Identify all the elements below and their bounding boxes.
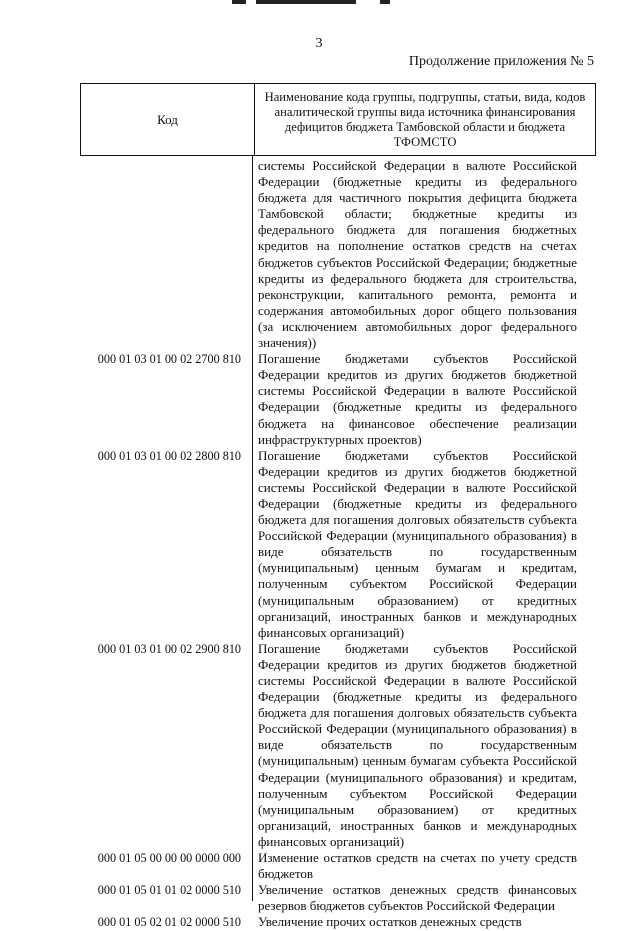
row-name: Погашение бюджетами субъектов Российской Федерации кредитов из других бюджетов бюджетной системы Российской Федерации в валюте Российской Федерации (бюджетные кредиты из федерального бюджета на финансовое обеспечение реализации инфраструктурных проектов) (258, 351, 577, 447)
row-name: Погашение бюджетами субъектов Российской Федерации кредитов из других бюджетов бюджетной системы Российской Федерации в валюте Российской Федерации (бюджетные кредиты из федерального бюджета для погашения долговых обязательств субъекта Российской Федерации (муниципального образования) в виде обязательств по государственным (муниципальным) ценным бумагам субъекта Российской Федерации (муниципального образования) и кредитам, полученным субъектом Российской Федерации (муниципальным образованием) от кредитных организаций, иностранных банков и международных финансовых организаций) (258, 640, 577, 849)
table-row (0, 351, 638, 448)
row-name: системы Российской Федерации в валюте Российской Федерации (бюджетные кредиты из федерального бюджета для частичного покрытия дефицита бюджета Тамбовской области; бюджетные кредиты из федерального бюджета для погашения бюджетных кредитов на пополнение остатков средств на счетах бюджетов субъектов Российской Федерации; бюджетные кредиты из федерального бюджета для строительства, реконструкции, капитального ремонта, ремонта и содержания автомобильных дорог общего пользования (за исключением автомобильных дорог федерального значения)) (258, 158, 577, 351)
row-code: 000 01 05 01 01 02 0000 510 (97, 883, 241, 898)
row-name: Погашение бюджетами субъектов Российской Федерации кредитов из других бюджетов бюджетной системы Российской Федерации в валюте Российской Федерации (бюджетные кредиты из федерального бюджета для погашения долговых обязательств субъекта Российской Федерации (муниципального образования) в виде обязательств по государственным (муниципальным) ценным бумагам и кредитам, полученным субъектом Российской Федерации (муниципальным образованием) от кредитных организаций, иностранных банков и международных финансовых организаций) (258, 447, 577, 640)
table-row (0, 448, 638, 641)
row-name: Изменение остатков средств на счетах по учету средств бюджетов (258, 850, 577, 882)
row-name: Увеличение прочих остатков денежных средств (258, 914, 522, 930)
header-name: Наименование кода группы, подгруппы, статьи, вида, кодов аналитической группы вида источника финансирования дефицитов бюджета Тамбовской области и бюджета ТФОМСТО (264, 89, 586, 149)
row-code: 000 01 03 01 00 02 2700 810 (97, 352, 241, 367)
row-code (0, 158, 253, 351)
table-row (0, 641, 638, 850)
scan-artifact-mark (380, 0, 390, 4)
table-row (0, 850, 638, 882)
scan-artifact-mark (256, 0, 356, 4)
header-code: Код (81, 84, 255, 155)
row-code: 000 01 03 01 00 02 2900 810 (97, 641, 241, 656)
row-code: 000 01 05 00 00 00 0000 000 (97, 851, 241, 866)
appendix-continuation-label: Продолжение приложения № 5 (408, 54, 594, 69)
page-number: 3 (315, 36, 323, 51)
scan-artifact-mark (232, 0, 246, 4)
table-row (0, 914, 638, 930)
row-code: 000 01 03 01 00 02 2800 810 (97, 448, 241, 463)
table-row (0, 158, 638, 351)
row-code: 000 01 05 02 01 02 0000 510 (97, 915, 241, 930)
table-body (0, 158, 638, 931)
row-name: Увеличение остатков денежных средств финансовых резервов бюджетов субъектов Российской Федерации (258, 882, 577, 914)
table-row (0, 882, 638, 914)
table-header (80, 83, 596, 156)
